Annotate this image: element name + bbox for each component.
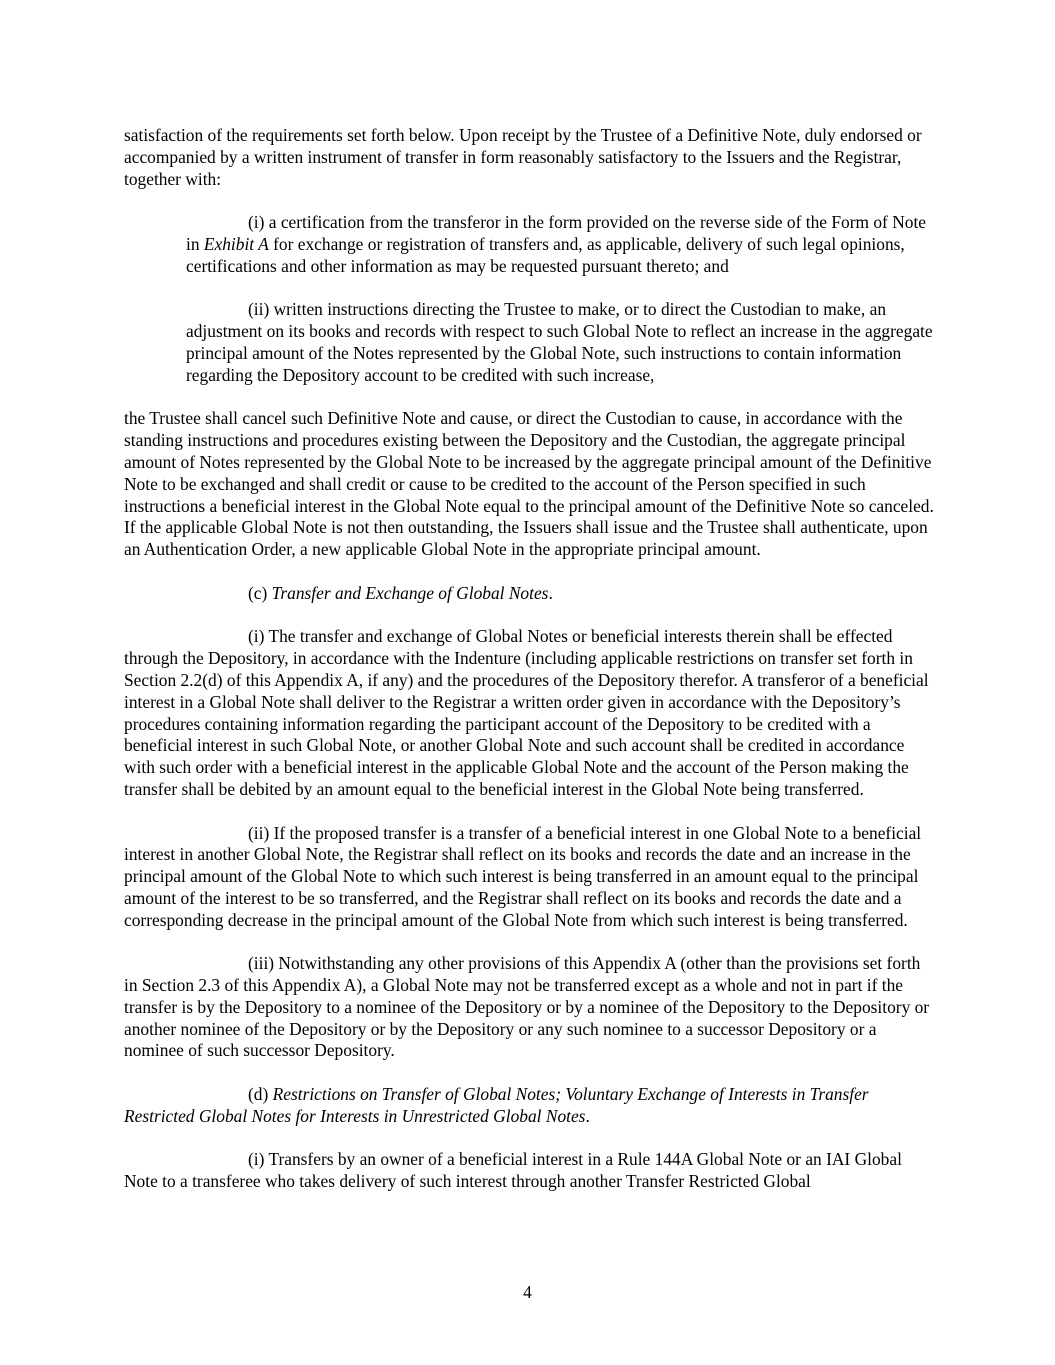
paragraph-intro: satisfaction of the requirements set forth below. Upon receipt by the Trustee of a Definitive Note, duly endorsed or accompanied by a written instrument of transfer in form reasonably satisfactory to the Issuers and the Registrar, together with:: [124, 125, 922, 189]
paragraph-c-i: (i) The transfer and exchange of Global Notes or beneficial interests therein shall be effected through the Depository, in accordance with the Indenture (including applicable restrictions on transfer set forth in Section 2.2(d) of this Appendix A, if any) and the procedures of the Depository therefor. A transferor of a beneficial interest in a Global Note shall deliver to the Registrar a written order given in accordance with the Depository’s procedures containing information regarding the participant account of the Depository to be credited with a beneficial interest in such Global Note, or another Global Note and such account shall be credited in accordance with such order with a beneficial interest in the applicable Global Note and the account of the Person making the transfer shall be debited by an amount equal to the beneficial interest in the Global Note being transferred.: [124, 626, 929, 799]
section-d-period: .: [585, 1105, 590, 1126]
page-number: 4: [523, 1282, 532, 1302]
document-page: [124, 125, 936, 1215]
section-c-period: .: [548, 582, 553, 603]
section-c-label: (c): [248, 582, 272, 603]
paragraph-item-i: [186, 212, 936, 277]
item-i-exhibit-reference: Exhibit A: [203, 233, 269, 254]
section-d-title: Restrictions on Transfer of Global Notes; Voluntary Exchange of Interests in Transfer Restricted Global Notes for Interests in Unrestricted Global Notes: [124, 1084, 869, 1126]
paragraph-c-ii: (ii) If the proposed transfer is a transfer of a beneficial interest in one Global Note to a beneficial interest in another Global Note, the Registrar shall reflect on its books and records the date and an increase in the principal amount of the Global Note to which such interest is being transferred in an amount equal to the principal amount of the interest to be so transferred, and the Registrar shall reflect on its books and records the date and a corresponding decrease in the principal amount of the Global Note from which such interest is being transferred.: [124, 822, 922, 930]
section-heading-c: [124, 583, 936, 605]
section-heading-d: [124, 1084, 936, 1128]
paragraph-d-i: (i) Transfers by an owner of a beneficial interest in a Rule 144A Global Note or an IAI Global Note to a transferee who takes delivery of such interest through another Transfer Restricted Global: [124, 1149, 902, 1192]
paragraph-trustee: the Trustee shall cancel such Definitive Note and cause, or direct the Custodian to cause, in accordance with the standing instructions and procedures existing between the Depository and the Custodian, the aggregate principal amount of Notes represented by the Global Note to be increased by the aggregate principal amount of the Definitive Note to be exchanged and shall credit or cause to be credited to the account of the Person specified in such instructions a beneficial interest in the Global Note equal to the principal amount of the Definitive Note so canceled. If the applicable Global Note is not then outstanding, the Issuers shall issue and the Trustee shall authenticate, upon an Authentication Order, a new applicable Global Note in the appropriate principal amount.: [124, 408, 934, 560]
paragraph-item-ii: (ii) written instructions directing the Trustee to make, or to direct the Custodian to make, an adjustment on its books and records with respect to such Global Note to reflect an increase in the aggregate principal amount of the Notes represented by the Global Note, such instructions to contain information regarding the Depository account to be credited with such increase,: [186, 299, 933, 385]
section-d-label: (d): [248, 1084, 273, 1105]
section-c-title: Transfer and Exchange of Global Notes: [271, 582, 549, 603]
paragraph-c-iii: (iii) Notwithstanding any other provisions of this Appendix A (other than the provisions set forth in Section 2.3 of this Appendix A), a Global Note may not be transferred except as a whole and not in part if the transfer is by the Depository to a nominee of the Depository or by a nominee of the Depository to the Depository or another nominee of the Depository or by the Depository or any such nominee to a successor Depository or a nominee of such successor Depository.: [124, 953, 930, 1061]
item-i-text-before: (i) a certification from the transferor in the form provided on the reverse side of the Form of Note in: [186, 212, 926, 254]
item-i-text-after: for exchange or registration of transfers and, as applicable, delivery of such legal opinions, certifications and other information as may be requested pursuant thereto; and: [186, 233, 905, 276]
